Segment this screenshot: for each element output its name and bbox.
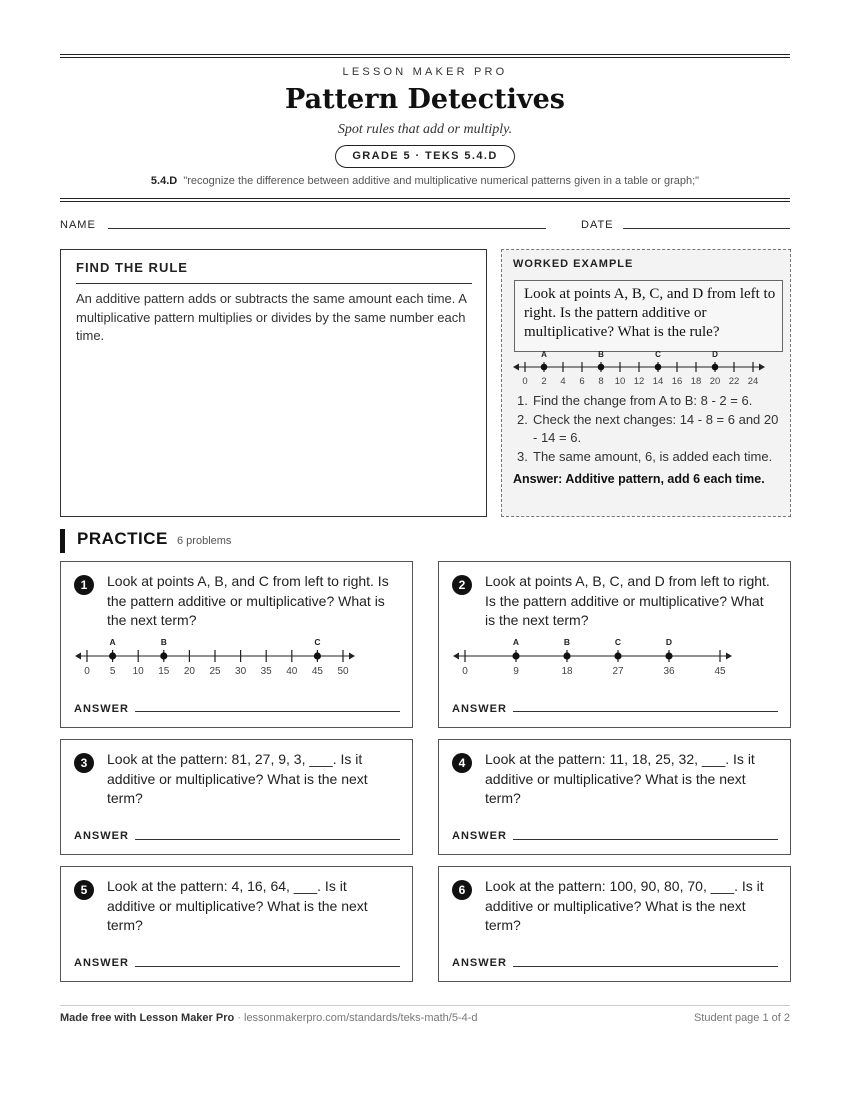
tick-label: 25 [209,666,221,677]
problem-card-5 [60,866,413,982]
step-number: 3. [517,448,528,464]
tick-label: 20 [709,376,721,387]
date-label: DATE [581,219,614,231]
footer-brand: Made free with Lesson Maker Pro [60,1012,235,1024]
point-label: B [598,350,604,359]
worked-example-question: Look at points A, B, C, and D from left to right. Is the pattern additive or multiplicative? What is the rule? [514,280,783,352]
problem-card-1 [60,561,413,728]
point-label: C [655,350,661,359]
grade-badge: GRADE 5 · TEKS 5.4.D [335,145,515,168]
date-field[interactable] [623,228,790,229]
point-label: D [712,350,718,359]
problem-text: Look at the pattern: 100, 90, 80, 70, ___. Is it additive or multiplicative? What is the next term? [485,878,764,933]
tick-label: 45 [311,666,323,677]
tick-label: 14 [652,376,664,387]
arrow-right-icon [759,364,765,371]
footer-rule [60,1005,790,1006]
footer-page-number: Student page 1 of 2 [693,1012,790,1024]
answer-label: ANSWER [452,830,507,842]
step-number: 1. [517,393,528,408]
footer-credit [60,1012,478,1024]
worked-example-title: WORKED EXAMPLE [513,258,634,270]
tick-label: 50 [337,666,349,677]
tick-label: 35 [260,666,272,677]
data-point [512,652,519,659]
data-point [563,652,570,659]
arrow-left-icon [513,364,519,371]
problem-number: 5 [74,880,94,900]
problem-2-number-line [439,634,790,679]
worked-example-number-line [502,346,790,391]
answer-field-5[interactable] [135,966,400,967]
data-point [665,652,672,659]
data-point [655,364,662,371]
tick-label: 36 [663,666,675,677]
data-point [541,364,548,371]
find-rule-box [60,249,487,517]
tick-label: 18 [561,666,573,677]
answer-field-6[interactable] [513,966,778,967]
point-label: A [109,637,116,647]
tick-label: 24 [747,376,759,387]
tick-label: 16 [671,376,683,387]
step-text: Check the next changes: 14 - 8 = 6 and 20 - 14 = 6. [533,411,779,445]
brand-name: LESSON MAKER PRO [342,66,508,78]
tick-label: 40 [286,666,298,677]
tick-label: 27 [612,666,624,677]
point-label: D [665,637,673,647]
page-subtitle: Spot rules that add or multiply. [337,122,513,137]
data-point [712,364,719,371]
problem-text: Look at the pattern: 81, 27, 9, 3, ___. Is it additive or multiplicative? What is the next term? [107,751,368,806]
find-rule-underline [76,283,472,284]
answer-label: ANSWER [74,830,129,842]
tick-label: 8 [598,376,604,387]
problem-text: Look at points A, B, and C from left to right. Is the pattern additive or multiplicative? What is the next term? [107,573,389,628]
worked-step [514,411,786,448]
data-point [109,652,116,659]
tick-label: 2 [541,376,547,387]
point-label: B [563,637,571,647]
problem-number: 2 [452,575,472,595]
tick-label: 9 [513,666,519,677]
tick-label: 0 [462,666,468,677]
point-label: C [614,637,622,647]
page-title: Pattern Detectives [285,84,565,115]
name-field[interactable] [108,228,546,229]
tick-label: 20 [183,666,195,677]
answer-field-1[interactable] [135,711,400,712]
data-point [598,364,605,371]
answer-label: ANSWER [452,957,507,969]
problem-text: Look at points A, B, C, and D from left to right. Is the pattern additive or multiplicative? What is the next term? [485,573,770,628]
worked-example-box [501,249,791,517]
problem-number: 6 [452,880,472,900]
tick-label: 10 [132,666,144,677]
tick-label: 0 [522,376,528,387]
tick-label: 22 [728,376,740,387]
practice-title: PRACTICE [77,529,168,548]
data-point [314,652,321,659]
header-bottom-rule-inner [60,201,790,202]
name-label: NAME [60,219,96,231]
footer-link[interactable]: · lessonmakerpro.com/standards/teks-math/5-4-d [234,1012,478,1024]
point-label: C [314,637,321,647]
find-rule-title: FIND THE RULE [76,260,188,275]
answer-label: ANSWER [452,703,507,715]
problem-card-2 [438,561,791,728]
worked-step [514,392,786,411]
worked-example-answer: Answer: Additive pattern, add 6 each time. [513,472,765,486]
problem-number: 4 [452,753,472,773]
standard-text: "recognize the difference between additive and multiplicative numerical patterns given in a table or graph;" [183,175,700,187]
tick-label: 6 [579,376,585,387]
answer-field-2[interactable] [513,711,778,712]
tick-label: 0 [84,666,90,677]
data-point [614,652,621,659]
problem-text: Look at the pattern: 4, 16, 64, ___. Is it additive or multiplicative? What is the next term? [107,878,368,933]
problem-number: 1 [74,575,94,595]
tick-label: 45 [714,666,726,677]
header-top-rule [60,54,790,55]
arrow-left-icon [453,653,459,660]
tick-label: 4 [560,376,566,387]
worked-example-steps [514,392,786,466]
worked-step [514,448,786,467]
header-bottom-rule [60,198,790,199]
problem-card-3 [60,739,413,855]
step-text: Find the change from A to B: 8 - 2 = 6. [533,393,753,408]
tick-label: 12 [633,376,645,387]
problem-text: Look at the pattern: 11, 18, 25, 32, ___. Is it additive or multiplicative? What is the next term? [485,751,755,806]
tick-label: 30 [235,666,247,677]
answer-label: ANSWER [74,703,129,715]
problem-1-number-line [61,634,412,679]
step-number: 2. [517,411,528,427]
find-rule-text: An additive pattern adds or subtracts the same amount each time. A multiplicative pattern multiplies or divides by the same number each time. [76,291,467,343]
tick-label: 15 [158,666,170,677]
point-label: A [512,637,520,647]
problem-card-6 [438,866,791,982]
point-label: B [160,637,167,647]
answer-field-3[interactable] [135,839,400,840]
step-text: The same amount, 6, is added each time. [533,448,773,464]
arrow-right-icon [726,653,732,660]
standard-description [0,175,850,187]
answer-field-4[interactable] [513,839,778,840]
practice-accent-bar [60,529,65,553]
tick-label: 5 [109,666,116,677]
data-point [160,652,167,659]
practice-count: 6 problems [177,535,232,547]
arrow-right-icon [349,653,355,660]
tick-label: 18 [690,376,702,387]
header-top-rule-inner [60,57,790,58]
problem-number: 3 [74,753,94,773]
arrow-left-icon [75,653,81,660]
standard-code: 5.4.D [150,175,178,187]
problem-card-4 [438,739,791,855]
answer-label: ANSWER [74,957,129,969]
tick-label: 10 [614,376,626,387]
point-label: A [541,350,547,359]
